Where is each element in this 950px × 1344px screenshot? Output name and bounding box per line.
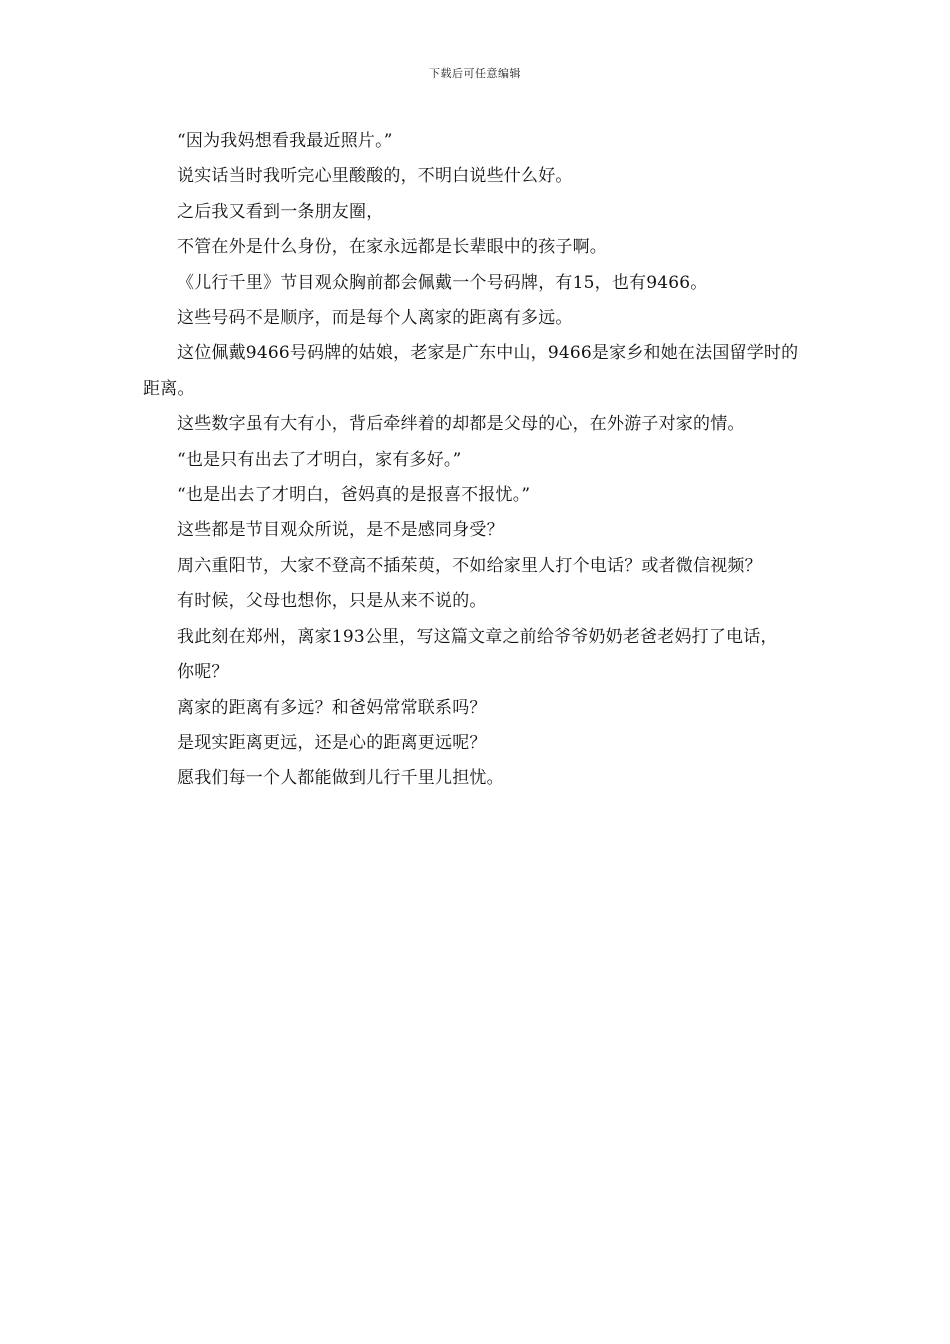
paragraph-5: 《儿行千里》节目观众胸前都会佩戴一个号码牌，有15，也有9466。 — [177, 272, 708, 293]
paragraph-12: 周六重阳节，大家不登高不插茱萸，不如给家里人打个电话？或者微信视频？ — [177, 555, 762, 576]
paragraph-10: “也是出去了才明白，爸妈真的是报喜不报忧。” — [177, 485, 531, 506]
paragraph-11: 这些都是节目观众所说，是不是感同身受？ — [177, 520, 504, 541]
paragraph-17: 是现实距离更远，还是心的距离更远呢？ — [177, 732, 487, 753]
paragraph-3: 之后我又看到一条朋友圈， — [177, 201, 384, 222]
paragraph-13: 有时候，父母也想你，只是从来不说的。 — [177, 591, 487, 612]
paragraph-6: 这些号码不是顺序，而是每个人离家的距离有多远。 — [177, 308, 573, 329]
paragraph-1: “因为我妈想看我最近照片。” — [177, 131, 393, 151]
paragraph-2: 说实话当时我听完心里酸酸的，不明白说些什么好。 — [177, 166, 573, 187]
paragraph-14: 我此刻在郑州，离家193公里，写这篇文章之前给爷爷奶奶老爸老妈打了电话， — [177, 626, 778, 647]
paragraph-7: 这位佩戴9466号码牌的姑娘，老家是广东中山，9466是家乡和她在法国留学时的距离。 — [143, 343, 799, 399]
paragraph-15: 你呢？ — [177, 662, 229, 683]
paragraph-9: “也是只有出去了才明白，家有多好。” — [177, 449, 462, 470]
document-body — [143, 124, 809, 797]
paragraph-8: 这些数字虽有大有小，背后牵绊着的却都是父母的心，在外游子对家的情。 — [177, 414, 745, 435]
page-header: 下载后可任意编辑 — [429, 67, 521, 80]
paragraph-16: 离家的距离有多远？和爸妈常常联系吗？ — [177, 697, 487, 718]
paragraph-4: 不管在外是什么身份，在家永远都是长辈眼中的孩子啊。 — [177, 237, 607, 258]
paragraph-18: 愿我们每一个人都能做到儿行千里儿担忧。 — [177, 768, 504, 789]
